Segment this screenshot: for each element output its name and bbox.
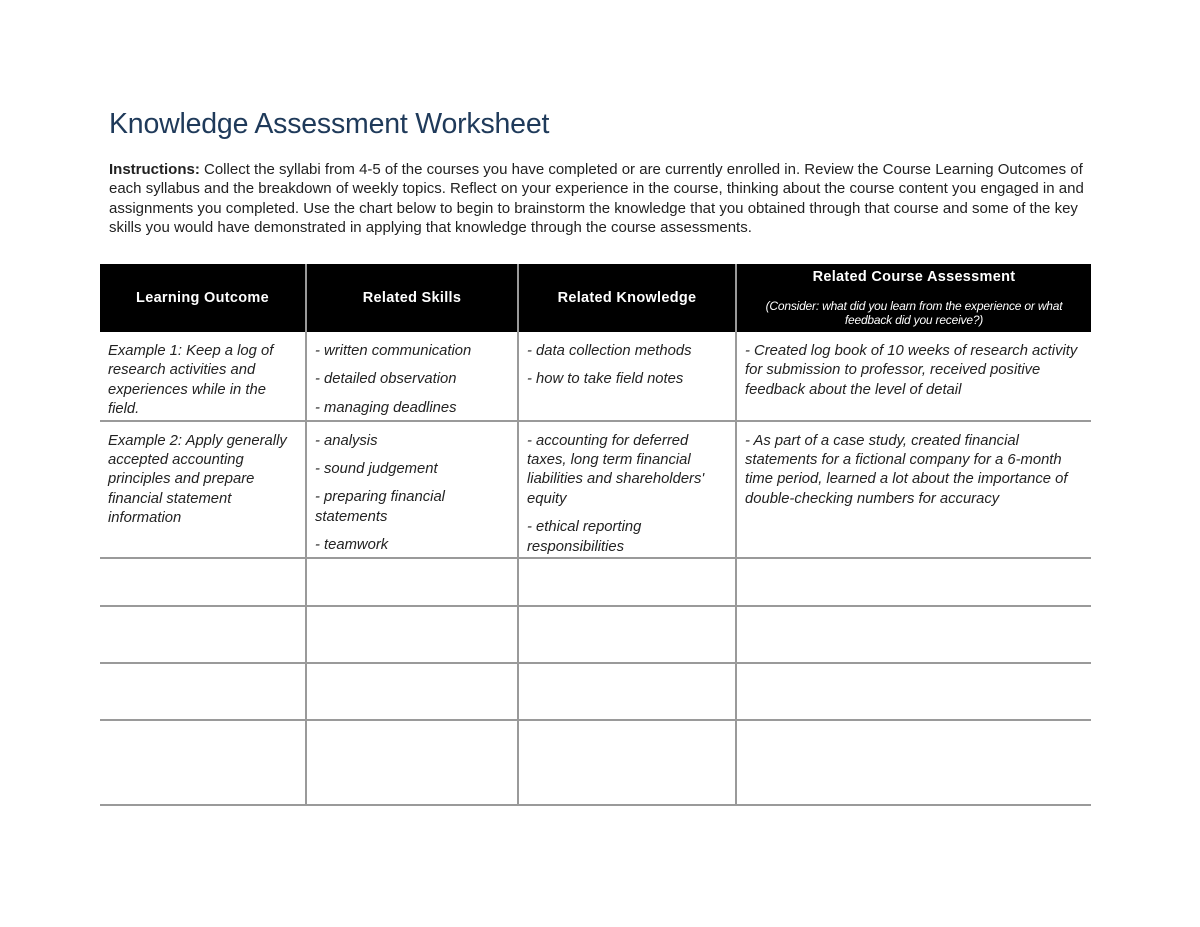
blank-cell-assessment[interactable] — [736, 720, 1091, 805]
blank-cell-skills[interactable] — [306, 720, 518, 805]
cell-assessment — [736, 421, 1091, 558]
knowledge-assessment-table — [100, 264, 1091, 806]
blank-cell-knowledge[interactable] — [518, 720, 736, 805]
header-related-knowledge-label: Related Knowledge — [557, 290, 697, 306]
table-row-example-2 — [100, 421, 1091, 558]
outcome-text: Example 2: Apply generally accepted accounting principles and prepare financial statement information — [108, 432, 287, 527]
header-related-knowledge — [518, 264, 736, 332]
blank-cell-knowledge[interactable] — [518, 663, 736, 720]
knowledge-item: - data collection methods — [527, 343, 692, 359]
skill-item: - detailed observation — [315, 371, 457, 388]
blank-cell-assessment[interactable] — [736, 606, 1091, 663]
blank-cell-skills[interactable] — [306, 558, 518, 606]
skill-item: - sound judgement — [315, 461, 438, 478]
header-learning-outcome — [100, 264, 306, 332]
cell-outcome — [100, 421, 306, 558]
blank-cell-assessment[interactable] — [736, 663, 1091, 720]
skill-item: - analysis — [315, 432, 378, 449]
table-header-row — [100, 264, 1091, 332]
outcome-text: Example 1: Keep a log of research activities and experiences while in the field. — [108, 343, 274, 418]
header-related-assessment-label: Related Course Assessment — [812, 269, 1016, 285]
instructions-text: Collect the syllabi from 4-5 of the courses you have completed or are currently enrolled in. Review the Course Learning Outcomes of each syllabus and the breakdown of weekly topics. Reflect on your experience in the course, thinking about the course content you engaged in and assignments you completed. Use the chart below to begin to brainstorm the knowledge that you obtained through that course and some of the key skills you would have demonstrated in applying that knowledge through the course assessments. — [109, 161, 1084, 237]
instructions-label: Instructions: — [109, 161, 200, 178]
blank-cell-outcome[interactable] — [100, 606, 306, 663]
header-related-skills-label: Related Skills — [362, 290, 462, 306]
table-row-blank — [100, 663, 1091, 720]
header-learning-outcome-label: Learning Outcome — [136, 290, 269, 306]
blank-cell-knowledge[interactable] — [518, 558, 736, 606]
assessment-text: - Created log book of 10 weeks of research activity for submission to professor, received positive feedback about the level of detail — [745, 343, 1078, 398]
table-row-blank — [100, 558, 1091, 606]
blank-cell-knowledge[interactable] — [518, 606, 736, 663]
assessment-text: - As part of a case study, created financial statements for a fictional company for a 6-month time period, learned a lot about the importance of double-checking numbers for accuracy — [745, 432, 1068, 507]
header-related-assessment-note: (Consider: what did you learn from the experience or what feedback did you receive?) — [765, 299, 1063, 327]
header-related-assessment — [736, 264, 1091, 332]
cell-skills — [306, 332, 518, 421]
cell-knowledge — [518, 421, 736, 558]
table-row-example-1 — [100, 332, 1091, 421]
table-row-blank — [100, 720, 1091, 805]
skill-item: - managing deadlines — [315, 399, 457, 416]
skill-item: - teamwork — [315, 537, 389, 554]
instructions-paragraph — [109, 160, 1089, 238]
knowledge-item: - ethical reporting responsibilities — [527, 519, 642, 555]
skill-item: - preparing financial statements — [315, 489, 445, 525]
knowledge-item: - how to take field notes — [527, 371, 684, 388]
blank-cell-outcome[interactable] — [100, 663, 306, 720]
blank-cell-outcome[interactable] — [100, 720, 306, 805]
knowledge-item: - accounting for deferred taxes, long term financial liabilities and shareholders' equity — [527, 432, 705, 507]
blank-cell-skills[interactable] — [306, 606, 518, 663]
blank-cell-outcome[interactable] — [100, 558, 306, 606]
cell-assessment — [736, 332, 1091, 421]
cell-knowledge — [518, 332, 736, 421]
blank-cell-skills[interactable] — [306, 663, 518, 720]
cell-outcome — [100, 332, 306, 421]
header-related-skills — [306, 264, 518, 332]
blank-cell-assessment[interactable] — [736, 558, 1091, 606]
skill-item: - written communication — [315, 343, 472, 359]
table-row-blank — [100, 606, 1091, 663]
page-title: Knowledge Assessment Worksheet — [109, 108, 550, 140]
cell-skills — [306, 421, 518, 558]
